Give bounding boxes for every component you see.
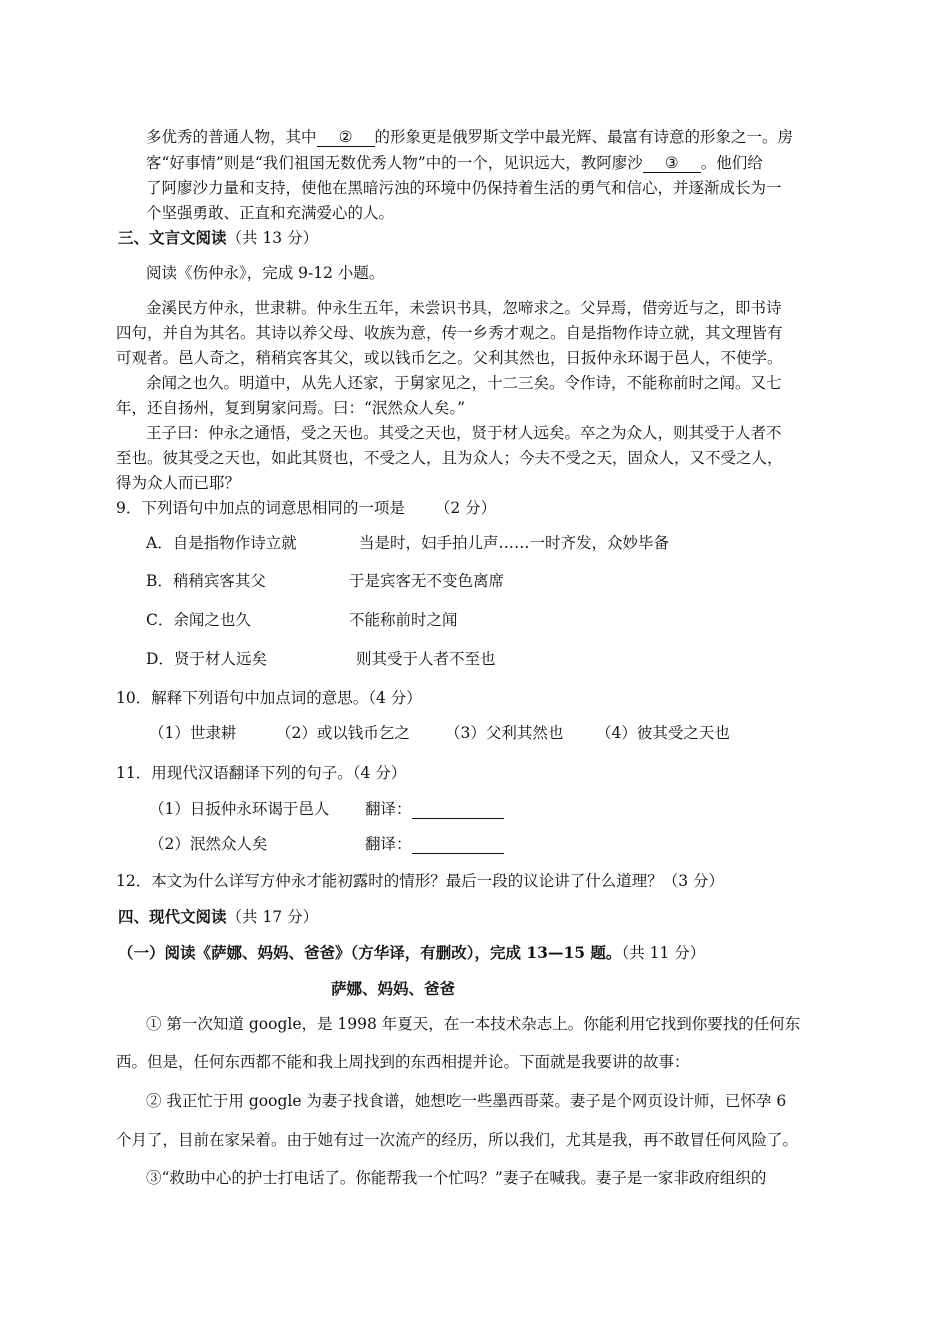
q9-option-b: B．稍稍宾客其父 bbox=[146, 572, 266, 590]
q11-item-1: （1）日扳仲永环谒于邑人 bbox=[149, 800, 330, 818]
intro-line-3: 了阿廖沙力量和支持，使他在黑暗污浊的环境中仍保持着生活的勇气和信心，并逐渐成长为一 bbox=[146, 179, 782, 197]
translation-answer-line-2[interactable] bbox=[412, 836, 504, 854]
passage-p1-line-1: 金溪民方仲永，世隶耕。仲永生五年，未尝识书具，忽啼求之。父异焉，借旁近与之，即书诗 bbox=[146, 299, 782, 317]
q9-option-b-right: 于是宾客无不变色离席 bbox=[349, 572, 505, 590]
section-4-heading: 四、现代文阅读（共 17 分） bbox=[118, 907, 319, 926]
passage-p3-line-1: 王子曰：仲永之通悟，受之天也。其受之天也，贤于材人远矣。卒之为众人，则其受于人者不 bbox=[146, 424, 782, 442]
q11-stem: 11．用现代汉语翻译下列的句子。（4 分） bbox=[116, 764, 407, 782]
article-p2-line-2: 个月了，目前在家呆着。由于她有过一次流产的经历，所以我们，尤其是我，再不敢冒任何风险了。 bbox=[116, 1131, 799, 1149]
q9-option-d-right: 则其受于人者不至也 bbox=[356, 650, 496, 668]
article-title: 萨娜、妈妈、爸爸 bbox=[331, 979, 456, 998]
q10-item-2: （2）或以钱币乞之 bbox=[276, 724, 410, 742]
intro-line-1: 多优秀的普通人物，其中 ② 的形象更是俄罗斯文学中最光辉、最富有诗意的形象之一。房 bbox=[146, 128, 794, 146]
article-p3-line-1: ③“救助中心的护士打电话了。你能帮我一个忙吗？”妻子在喊我。妻子是一家非政府组织的 bbox=[146, 1169, 767, 1187]
passage-p2-line-1: 余闻之也久。明道中，从先人还家，于舅家见之，十二三矣。令作诗，不能称前时之闻。又七 bbox=[146, 374, 782, 392]
intro-line-2: 客“好事情”则是“我们祖国无数优秀人物”中的一个，见识远大，教阿廖沙 ③ 。他们给 bbox=[146, 154, 763, 172]
intro-line-4: 个坚强勇敢、正直和充满爱心的人。 bbox=[146, 204, 395, 222]
article-p1-line-2: 西。但是，任何东西都不能和我上周找到的东西相提并论。下面就是我要讲的故事： bbox=[116, 1053, 690, 1071]
q11-item-2-translation: 翻译： bbox=[365, 834, 504, 854]
article-p1-line-1: ① 第一次知道 google，是 1998 年夏天，在一本技术杂志上。你能利用它找到你要找的任何东 bbox=[146, 1015, 801, 1033]
section-4-sub-heading: （一）阅读《萨娜、妈妈、爸爸》（方华译，有删改），完成 13—15 题。（共 11 分） bbox=[118, 943, 706, 962]
q10-item-1: （1）世隶耕 bbox=[149, 724, 237, 742]
article-p2-line-1: ② 我正忙于用 google 为妻子找食谱，她想吃一些墨西哥菜。妻子是个网页设计师，已怀孕 6 bbox=[146, 1092, 787, 1110]
passage-p3-line-2: 至也。彼其受之天也，如此其贤也，不受之人，且为众人；今夫不受之天，固众人，又不受之人， bbox=[116, 449, 783, 467]
translation-answer-line-1[interactable] bbox=[412, 801, 504, 819]
q9-option-c: C．余闻之也久 bbox=[146, 611, 251, 629]
section-3-instruction: 阅读《伤仲永》，完成 9-12 小题。 bbox=[146, 264, 385, 282]
q9-option-a-right: 当是时，妇手拍儿声……一时齐发，众妙毕备 bbox=[359, 534, 670, 552]
q11-item-2: （2）泯然众人矣 bbox=[149, 835, 268, 853]
passage-p1-line-3: 可观者。邑人奇之，稍稍宾客其父，或以钱币乞之。父利其然也，日扳仲永环谒于邑人，不使学。 bbox=[116, 349, 783, 367]
q9-option-d: D．贤于材人远矣 bbox=[146, 650, 267, 668]
blank-3: ③ bbox=[643, 155, 701, 173]
q9-option-a: A．自是指物作诗立就 bbox=[146, 534, 297, 552]
q9-option-c-right: 不能称前时之闻 bbox=[349, 611, 458, 629]
passage-p1-line-2: 四句，并自为其名。其诗以养父母、收族为意，传一乡秀才观之。自是指物作诗立就，其文理皆有 bbox=[116, 324, 783, 342]
q9-stem: 9．下列语句中加点的词意思相同的一项是 （2 分） bbox=[116, 499, 497, 517]
blank-2: ② bbox=[317, 129, 375, 147]
q12-stem: 12．本文为什么详写方仲永才能初露时的情形？最后一段的议论讲了什么道理？（3 分） bbox=[116, 872, 725, 890]
passage-p2-line-2: 年，还自扬州，复到舅家问焉。曰：“泯然众人矣。” bbox=[116, 399, 466, 417]
section-3-heading: 三、文言文阅读（共 13 分） bbox=[118, 228, 319, 247]
passage-p3-line-3: 得为众人而已耶？ bbox=[116, 474, 241, 492]
q11-item-1-translation: 翻译： bbox=[365, 799, 504, 819]
q10-stem: 10．解释下列语句中加点词的意思。（4 分） bbox=[116, 689, 422, 707]
q10-item-4: （4）彼其受之天也 bbox=[596, 724, 730, 742]
q10-item-3: （3）父利其然也 bbox=[445, 724, 564, 742]
